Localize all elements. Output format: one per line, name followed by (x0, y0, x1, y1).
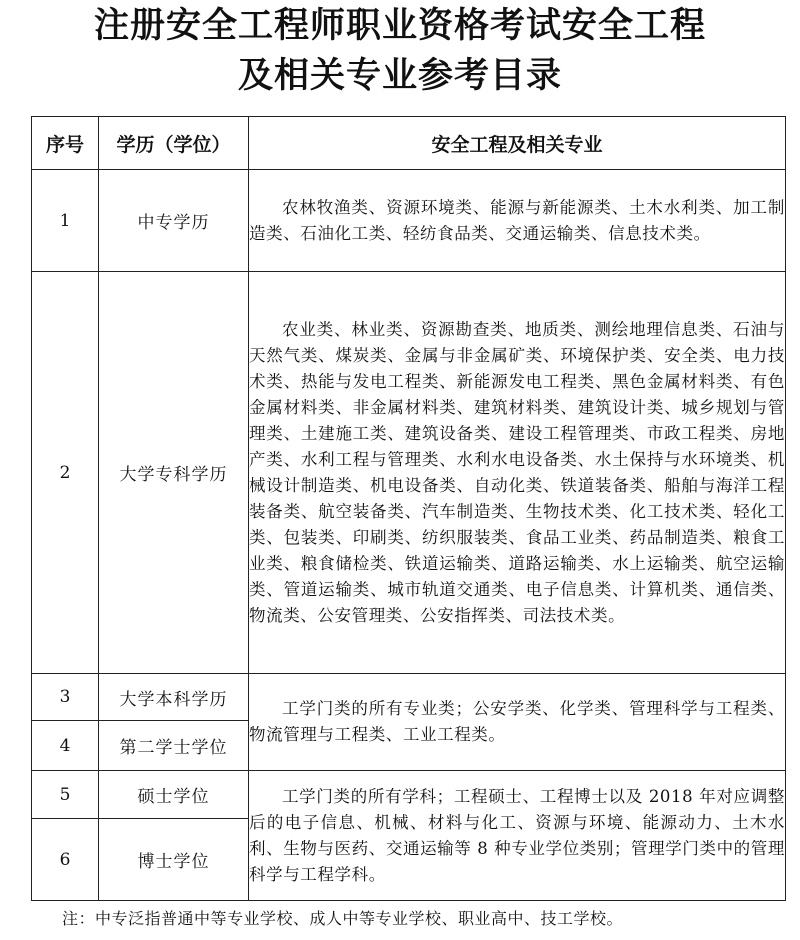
row-index: 1 (32, 170, 99, 272)
document-title-line-2: 及相关专业参考目录 (237, 55, 562, 96)
row-degree: 大学专科学历 (99, 272, 249, 674)
row-index: 5 (32, 771, 99, 819)
majors-text: 农林牧渔类、资源环境类、能源与新能源类、土木水利类、加工制造类、石油化工类、轻纺食品类、交通运输类、信息技术类。 (249, 197, 785, 243)
row-index: 6 (32, 819, 99, 901)
row-majors-merged (249, 674, 786, 771)
row-index: 2 (32, 272, 99, 674)
table-row (32, 674, 786, 721)
row-majors-merged (249, 771, 786, 901)
majors-table (31, 116, 786, 901)
majors-text: 工学门类的所有学科；工程硕士、工程博士以及 2018 年对应调整后的电子信息、机械、材料与化工、资源与环境、能源动力、土木水利、生物与医药、交通运输等 8 种专业学位类别；管理学门类中的管理科学与工程学科。 (249, 786, 785, 884)
row-degree: 中专学历 (99, 170, 249, 272)
footnote: 注：中专泛指普通中等专业学校、成人中等专业学校、职业高中、技工学校。 (62, 909, 624, 928)
header-majors: 安全工程及相关专业 (249, 117, 786, 170)
row-index: 3 (32, 674, 99, 721)
majors-text: 工学门类的所有专业类；公安学类、化学类、管理科学与工程类、物流管理与工程类、工业工程类。 (249, 699, 785, 744)
header-degree: 学历（学位） (99, 117, 249, 170)
header-index: 序号 (32, 117, 99, 170)
row-degree: 第二学士学位 (99, 721, 249, 771)
row-degree: 博士学位 (99, 819, 249, 901)
majors-text: 农业类、林业类、资源勘查类、地质类、测绘地理信息类、石油与天然气类、煤炭类、金属与非金属矿类、环境保护类、安全类、电力技术类、热能与发电工程类、新能源发电工程类、黑色金属材料类、有色金属材料类、非金属材料类、建筑材料类、建筑设计类、城乡规划与管理类、土建施工类、建筑设备类、建设工程管理类、市政工程类、房地产类、水利工程与管理类、水利水电设备类、水土保持与水环境类、机械设计制造类、机电设备类、自动化类、铁道装备类、船舶与海洋工程装备类、航空装备类、汽车制造类、生物技术类、化工技术类、轻化工类、包装类、印刷类、纺织服装类、食品工业类、药品制造类、粮食工业类、粮食储检类、铁道运输类、道路运输类、水上运输类、航空运输类、管道运输类、城市轨道交通类、电子信息类、计算机类、通信类、物流类、公安管理类、公安指挥类、司法技术类。 (249, 319, 785, 625)
table-row (32, 170, 786, 272)
row-degree: 大学本科学历 (99, 674, 249, 721)
row-majors (249, 170, 786, 272)
row-majors (249, 272, 786, 674)
row-index: 4 (32, 721, 99, 771)
table-header-row (32, 117, 786, 170)
row-degree: 硕士学位 (99, 771, 249, 819)
table-row (32, 272, 786, 674)
table-row (32, 771, 786, 819)
document-title-line-1: 注册安全工程师职业资格考试安全工程 (93, 5, 706, 46)
